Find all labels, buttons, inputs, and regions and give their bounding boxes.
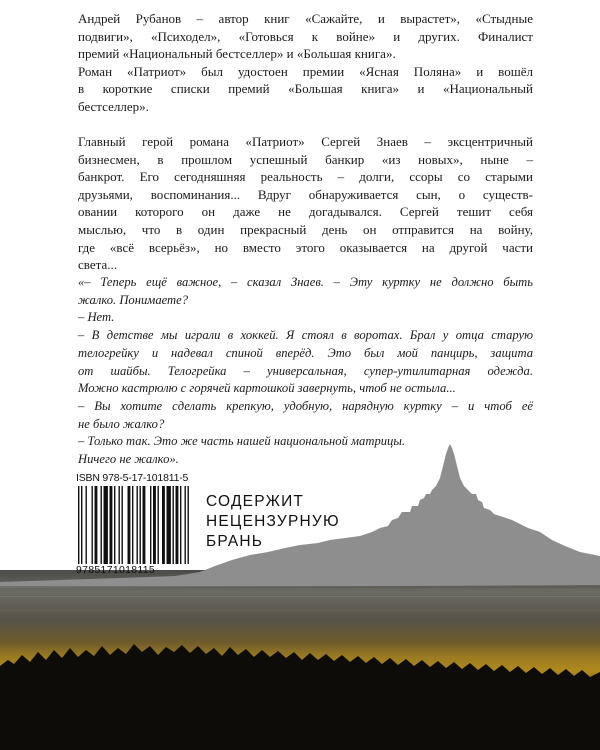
barcode-bar xyxy=(137,486,138,564)
barcode-bar xyxy=(114,486,115,564)
excerpt-line: телогрейку и надевал спиной вперёд. Это был мой панцирь, защита xyxy=(78,345,533,360)
bio-line: Роман «Патриот» был удостоен премии «Ясная Поляна» и вошёл xyxy=(78,63,533,79)
barcode-bar xyxy=(143,486,146,564)
barcode-bar xyxy=(104,486,108,564)
barcode-bar xyxy=(158,486,159,564)
synopsis-line: бизнесмен, в прошлом успешный банкир «из новых», ныне – xyxy=(78,151,533,167)
barcode-bar xyxy=(122,486,123,564)
bio-line: премий «Национальный бестселлер» и «Большая книга». xyxy=(78,46,396,62)
excerpt-line: не было жалко? xyxy=(78,416,165,431)
barcode-bar xyxy=(140,486,141,564)
excerpt-line: «– Теперь ещё важное, – сказал Знаев. – Эту куртку не должно быть xyxy=(78,275,533,289)
barcode-bar xyxy=(132,486,133,564)
barcode-bar xyxy=(119,486,120,564)
barcode-bar xyxy=(128,486,131,564)
warning-line: БРАНЬ xyxy=(206,533,264,550)
excerpt-line: от шайбы. Телогрейка – универсальная, супер-утилитарная одежда. xyxy=(78,363,533,378)
warning-line: НЕЦЕНЗУРНУЮ xyxy=(206,513,340,530)
excerpt-line: – Нет. xyxy=(78,310,115,325)
barcode-bar xyxy=(101,486,102,564)
barcode-bar xyxy=(95,486,98,564)
barcode-bar xyxy=(167,486,171,564)
barcode-digits: 9785171018115 xyxy=(76,564,156,576)
synopsis-line: Главный герой романа «Патриот» Сергей Знаев – эксцентричный xyxy=(78,134,533,149)
barcode-bar xyxy=(110,486,113,564)
barcode-bar xyxy=(176,486,179,564)
synopsis-line: друзьями, воспоминания... Вдруг обнаруживается сын, о существ- xyxy=(78,186,533,202)
barcode-bar xyxy=(162,486,165,564)
excerpt-line: – Вы хотите сделать крепкую, удобную, нарядную куртку – и чтоб её xyxy=(78,398,533,413)
synopsis xyxy=(78,133,533,274)
synopsis-line: мыслью, что в один прекрасный день он отправится на войну, xyxy=(78,221,533,237)
synopsis-line: где «всё всерьёз», но вместо этого оказывается на другой части xyxy=(78,239,533,255)
warning-line: СОДЕРЖИТ xyxy=(206,493,305,510)
isbn-barcode xyxy=(76,472,191,576)
excerpt-line: Ничего не жалко». xyxy=(78,452,179,467)
author-bio xyxy=(78,10,533,116)
barcode-bar xyxy=(185,486,186,564)
barcode-bar xyxy=(78,486,79,564)
bio-line: подвиги», «Психодел», «Готовься к войне» и других. Финалист xyxy=(78,28,533,44)
barcode-bar xyxy=(173,486,174,564)
synopsis-line: света... xyxy=(78,257,117,273)
barcode-bar xyxy=(81,486,82,564)
barcode-bar xyxy=(86,486,87,564)
bio-line: в короткие списки премий «Большая книга» и «Национальный xyxy=(78,81,533,97)
barcode-bar xyxy=(188,486,189,564)
barcode-bar xyxy=(92,486,93,564)
barcode-bar xyxy=(150,486,151,564)
excerpt-line: жалко. Понимаете? xyxy=(78,292,189,307)
excerpt-line: – Только так. Это же часть нашей национальной матрицы. xyxy=(78,434,406,449)
synopsis-line: овании которого он даже не догадывался. Сергей тешит себя xyxy=(78,204,533,220)
barcode-bar xyxy=(180,486,181,564)
bio-line: бестселлер». xyxy=(78,98,149,114)
excerpt-quote xyxy=(78,274,533,469)
excerpt-line: Можно кастрюлю с горячей картошкой завернуть, чтоб не остыла... xyxy=(78,381,456,396)
isbn-number: ISBN 978-5-17-101811-5 xyxy=(76,472,189,484)
barcode-bar xyxy=(153,486,156,564)
excerpt-line: – В детстве мы играли в хоккей. Я стоял в воротах. Брал у отца старую xyxy=(78,328,533,343)
content-warning xyxy=(206,492,340,552)
synopsis-line: банкрот. Его сегодняшняя реальность – долги, ссоры со старыми xyxy=(78,169,533,185)
bio-line: Андрей Рубанов – автор книг «Сажайте, и вырастет», «Стыдные xyxy=(78,11,533,26)
barcode-bars xyxy=(78,486,189,564)
